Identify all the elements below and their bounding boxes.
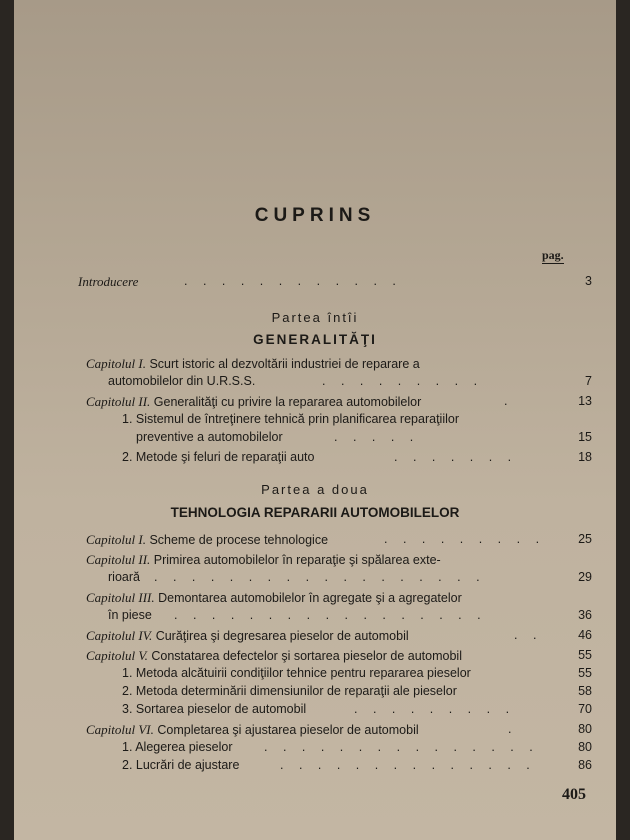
toc-entry[interactable] [14, 648, 616, 666]
entry-text: Primirea automobilelor în reparaţie şi spălarea exte- [153, 553, 441, 567]
toc-entry[interactable] [14, 532, 616, 550]
entry-text: preventive a automobilelor [136, 430, 283, 444]
leader-dots: . . . . . [334, 430, 420, 444]
leader-dots: . . . . . . . . . . . . . . . [264, 740, 539, 754]
entry-text: Scheme de procese tehnologice [149, 533, 329, 547]
page-number: 25 [578, 532, 592, 546]
toc-entry[interactable] [14, 356, 616, 374]
page-number: 36 [578, 608, 592, 622]
entry-text: Completarea şi ajustarea pieselor de automobil [157, 723, 419, 737]
toc-entry[interactable] [14, 666, 616, 684]
leader-dots: . . . . . . . . . [322, 374, 484, 388]
page-number: 3 [585, 274, 592, 288]
page-number: 13 [578, 394, 592, 408]
chapter-label: Capitolul I. [86, 532, 146, 547]
toc-entry[interactable] [14, 702, 616, 720]
leader-dots: . . . . . . . . . [384, 532, 546, 546]
toc-entry[interactable] [14, 412, 616, 430]
entry-text: 3. Sortarea pieselor de automobil [122, 702, 307, 716]
page-number: 7 [585, 374, 592, 388]
entry-text: automobilelor din U.R.S.S. [108, 374, 256, 388]
toc-title: CUPRINS [254, 205, 376, 226]
entry-text: 1. Alegerea pieselor [122, 740, 233, 754]
entry-text: Curăţirea şi degresarea pieselor de automobil [155, 629, 409, 643]
chapter-label: Capitolul IV. [86, 628, 153, 643]
entry-text: Scurt istoric al dezvoltării industriei de reparare a [149, 357, 420, 371]
chapter-label: Capitolul VI. [86, 722, 154, 737]
toc-entry[interactable] [14, 374, 616, 392]
entry-text: Generalităţi cu privire la repararea automobilelor [153, 395, 422, 409]
toc-entry[interactable] [14, 430, 616, 448]
leader-dots: . . . . . . . . . . . . . . [280, 758, 536, 772]
entry-text: rioară [108, 570, 140, 584]
toc-entry-introducere[interactable] [14, 274, 616, 292]
book-page [14, 0, 616, 840]
entry-text: 2. Lucrări de ajustare [122, 758, 240, 772]
page-number: 86 [578, 758, 592, 772]
page-number: 80 [578, 722, 592, 736]
entry-text: Constatarea defectelor şi sortarea pieselor de automobil [151, 649, 462, 663]
page-number: 46 [578, 628, 592, 642]
entry-text: în piese [108, 608, 152, 622]
entry-text: Demontarea automobilelor în agregate şi a agregatelor [158, 591, 462, 605]
leader-dots: . . . . . . . . . . . . . . . . . . [154, 570, 486, 584]
toc-entry[interactable] [14, 758, 616, 776]
page-number: 15 [578, 430, 592, 444]
leader-dots: . . . . . . . . . . . . . . . . . [174, 608, 487, 622]
page-number: 58 [578, 684, 592, 698]
leader-dots: . . . . . . . . . . . . [184, 274, 402, 288]
entry-label: Introducere [78, 274, 139, 289]
part-title: Partea a doua [261, 482, 369, 497]
page-number: 55 [578, 648, 592, 662]
part-title: Partea întîi [271, 310, 359, 325]
toc-entry[interactable] [14, 570, 616, 588]
toc-entry[interactable] [14, 552, 616, 570]
toc-entry[interactable] [14, 722, 616, 740]
toc-entry[interactable] [14, 740, 616, 758]
chapter-label: Capitolul III. [86, 590, 155, 605]
leader-dots: . . . . . . . . . [354, 702, 516, 716]
entry-text: 1. Metoda alcătuirii condiţiilor tehnice pentru repararea pieselor [122, 666, 471, 680]
toc-entry[interactable] [14, 590, 616, 608]
entry-text: 2. Metode şi feluri de reparaţii auto [122, 450, 315, 464]
chapter-label: Capitolul II. [86, 552, 151, 567]
chapter-label: Capitolul V. [86, 648, 148, 663]
page-number: 70 [578, 702, 592, 716]
chapter-label: Capitolul II. [86, 394, 151, 409]
toc-entry[interactable] [14, 394, 616, 412]
entry-text: 2. Metoda determinării dimensiunilor de reparaţii ale pieselor [122, 684, 457, 698]
leader-dots: . [504, 394, 514, 408]
chapter-label: Capitolul I. [86, 356, 146, 371]
toc-entry[interactable] [14, 450, 616, 468]
page-folio: 405 [562, 786, 586, 803]
page-number: 80 [578, 740, 592, 754]
page-number: 55 [578, 666, 592, 680]
leader-dots: . . [514, 628, 543, 642]
page-number: 29 [578, 570, 592, 584]
part-heading: TEHNOLOGIA REPARARII AUTOMOBILELOR [170, 505, 460, 520]
part-heading: GENERALITĂŢI [253, 332, 377, 347]
page-number: 18 [578, 450, 592, 464]
toc-entry[interactable] [14, 608, 616, 626]
leader-dots: . [508, 722, 518, 736]
toc-entry[interactable] [14, 684, 616, 702]
toc-entry[interactable] [14, 628, 616, 646]
page-column-header: pag. [542, 248, 564, 262]
entry-text: 1. Sistemul de întreţinere tehnică prin planificarea reparaţiilor [122, 412, 459, 426]
leader-dots: . . . . . . . [394, 450, 518, 464]
